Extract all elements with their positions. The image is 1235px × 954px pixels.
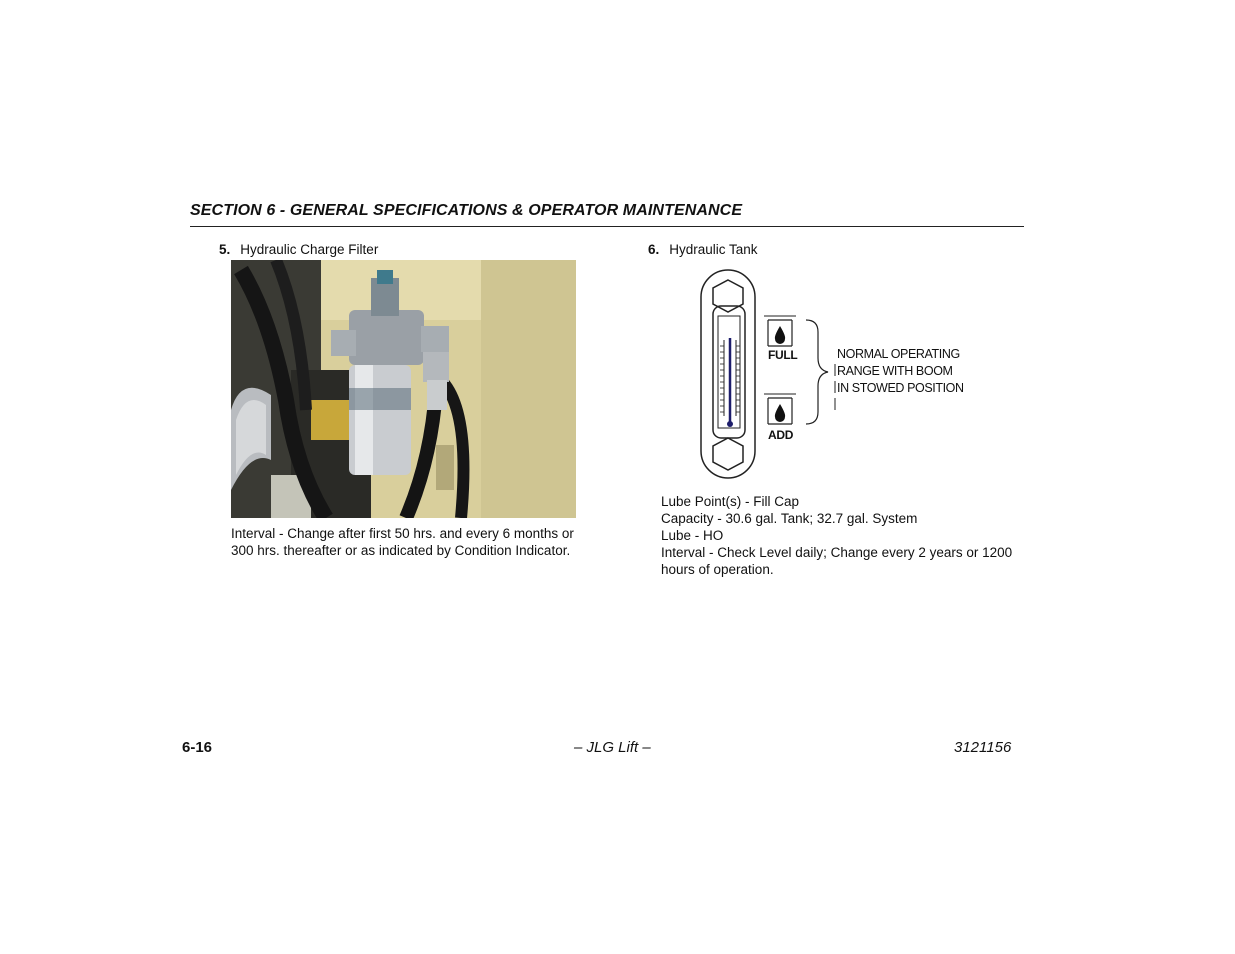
add-oil-drop-icon xyxy=(775,404,785,422)
item-6-interval-line-2: hours of operation. xyxy=(661,562,774,577)
item-6-interval-line-1: Interval - Check Level daily; Change every 2 years or 1200 xyxy=(661,545,1013,560)
item-6-number: 6. xyxy=(648,242,660,257)
lube-points: Lube Point(s) - Fill Cap xyxy=(661,494,800,509)
capacity: Capacity - 30.6 gal. Tank; 32.7 gal. System xyxy=(661,511,918,526)
item-5-interval-line-1: Interval - Change after first 50 hrs. and every 6 months or xyxy=(231,526,574,541)
full-oil-drop-icon xyxy=(775,326,785,344)
item-6-title: Hydraulic Tank xyxy=(669,242,758,257)
item-5-heading xyxy=(219,242,378,257)
title-rule xyxy=(190,226,1024,227)
section-title: SECTION 6 - GENERAL SPECIFICATIONS & OPERATOR MAINTENANCE xyxy=(190,202,743,219)
add-label: ADD xyxy=(768,428,794,442)
item-5-interval-line-2: 300 hrs. thereafter or as indicated by Condition Indicator. xyxy=(231,543,571,558)
item-5-interval xyxy=(231,525,611,559)
full-label: FULL xyxy=(768,348,798,362)
document-number: 3121156 xyxy=(954,739,1012,756)
lube-type: Lube - HO xyxy=(661,528,724,543)
item-6-heading xyxy=(648,242,758,257)
range-label-line-2: RANGE WITH BOOM xyxy=(837,364,953,378)
range-label-line-3: IN STOWED POSITION xyxy=(837,381,964,395)
range-label-line-1: NORMAL OPERATING xyxy=(837,347,960,361)
footer-brand: – JLG Lift – xyxy=(574,739,651,756)
hydraulic-charge-filter-photo xyxy=(231,260,576,518)
item-5-number: 5. xyxy=(219,242,231,257)
page-number: 6-16 xyxy=(182,739,213,756)
item-6-details xyxy=(661,493,1041,578)
sight-gauge-diagram xyxy=(698,266,964,482)
item-5-title: Hydraulic Charge Filter xyxy=(240,242,379,257)
